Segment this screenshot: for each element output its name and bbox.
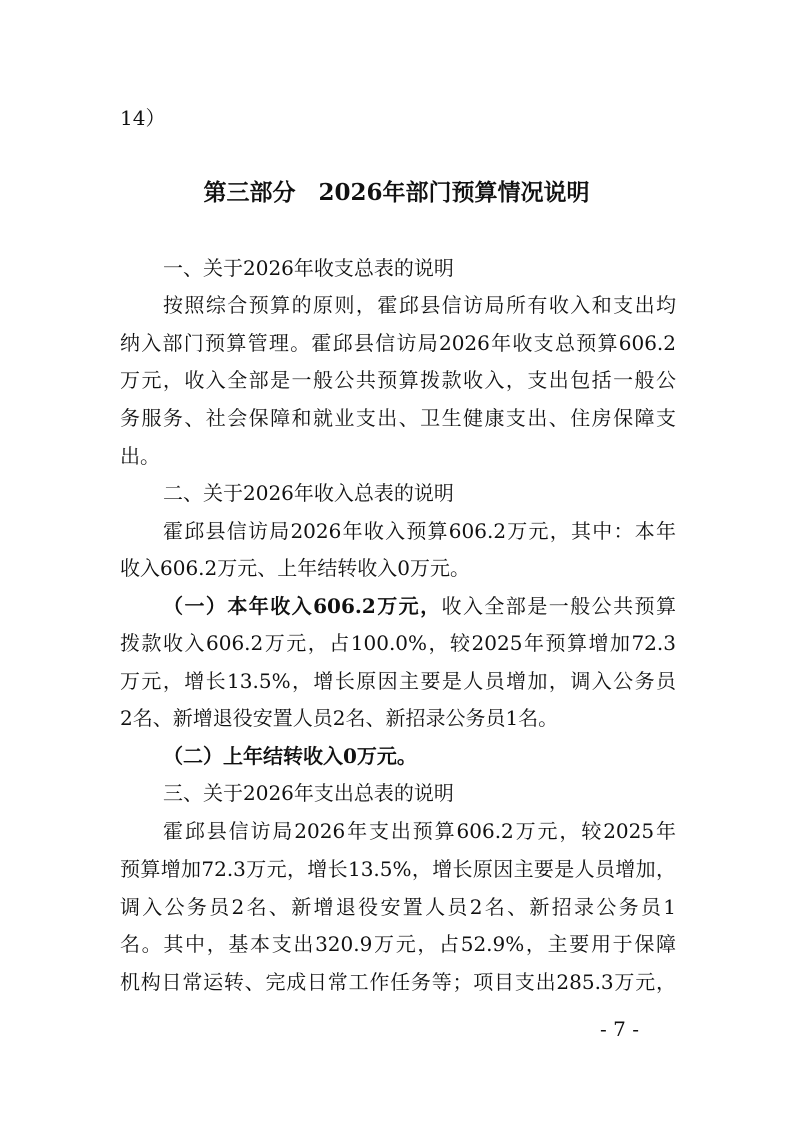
continuation-text: 14） [120, 106, 166, 130]
paragraph-line: 出。 [120, 444, 160, 468]
section-heading-3: 三、关于2026年支出总表的说明 [163, 781, 454, 805]
paragraph-line: 纳入部门预算管理。霍邱县信访局2026年收支总预算606.2 [120, 331, 676, 355]
paragraph-line: 调入公务员2名、新增退役安置人员2名、新招录公务员1 [120, 895, 676, 919]
subheading-carryover-income: （二）上年结转收入0万元。 [163, 744, 417, 768]
page-title: 第三部分 2026年部门预算情况说明 [203, 179, 590, 206]
paragraph-line: 霍邱县信访局2026年收入预算606.2万元，其中：本年 [163, 519, 676, 543]
paragraph-line [163, 593, 676, 619]
paragraph-line: 务服务、社会保障和就业支出、卫生健康支出、住房保障支 [120, 406, 676, 430]
paragraph-line: 拨款收入606.2万元，占100.0%，较2025年预算增加72.3 [120, 631, 676, 655]
paragraph-text: 收入全部是一般公共预算 [441, 594, 676, 618]
paragraph-line: 霍邱县信访局2026年支出预算606.2万元，较2025年 [163, 819, 676, 843]
paragraph-line: 2名、新增退役安置人员2名、新招录公务员1名。 [120, 706, 559, 730]
paragraph-line: 机构日常运转、完成日常工作任务等；项目支出285.3万元， [120, 970, 676, 994]
section-heading-2: 二、关于2026年收入总表的说明 [163, 481, 454, 505]
paragraph-line: 名。其中，基本支出320.9万元，占52.9%，主要用于保障 [120, 932, 676, 956]
paragraph-line: 预算增加72.3万元，增长13.5%，增长原因主要是人员增加， [120, 857, 676, 881]
paragraph-line: 万元，增长13.5%，增长原因主要是人员增加，调入公务员 [120, 669, 676, 693]
paragraph-line: 收入606.2万元、上年结转收入0万元。 [120, 556, 470, 580]
subheading-current-year-income: （一）本年收入606.2万元， [163, 594, 442, 618]
paragraph-line: 万元，收入全部是一般公共预算拨款收入，支出包括一般公 [120, 368, 676, 392]
page-number: - 7 - [600, 1017, 639, 1041]
paragraph-line: 按照综合预算的原则，霍邱县信访局所有收入和支出均 [163, 293, 676, 317]
section-heading-1: 一、关于2026年收支总表的说明 [163, 256, 454, 280]
